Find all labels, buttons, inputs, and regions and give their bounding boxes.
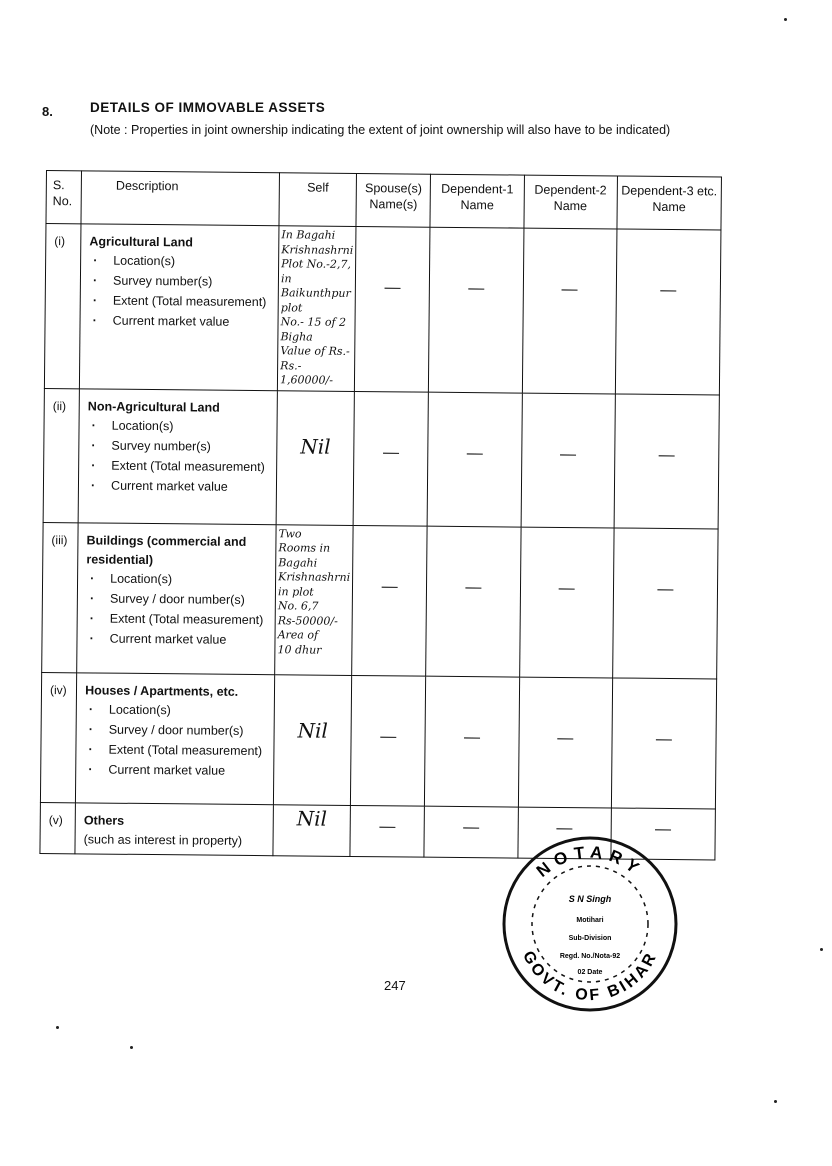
scan-speck [820, 948, 823, 951]
seal-top-text: NOTARY [532, 842, 648, 881]
handwritten-line: Plot No.-2,7, in [280, 257, 351, 285]
asset-field-label: · Survey number(s) [89, 271, 272, 291]
seal-bottom-text: GOVT. OF BIHAR [519, 948, 661, 1005]
spouse-entry: — [353, 391, 429, 526]
table-header-row [46, 171, 721, 230]
immovable-assets-table [39, 170, 722, 860]
self-handwritten-entry [273, 804, 350, 856]
header-dependent-3: Dependent-3 etc. Name [617, 176, 722, 230]
row-description [77, 522, 276, 674]
asset-fields-list [89, 251, 273, 331]
handwritten-line: Value of Rs.- [280, 344, 350, 358]
asset-field-label: · Location(s) [86, 569, 269, 589]
asset-fields-list [86, 569, 270, 649]
scan-speck [784, 18, 787, 21]
dep3-entry: — [612, 527, 718, 678]
dep2-entry: — [519, 527, 614, 678]
asset-field-label: · Current market value [89, 311, 272, 331]
asset-field-label: · Current market value [86, 629, 269, 649]
asset-field-label: · Survey / door number(s) [85, 720, 268, 740]
header-description: Description [81, 171, 279, 226]
row-description [75, 802, 273, 855]
asset-field-label: · Current market value [87, 476, 270, 496]
section-number: 8. [42, 104, 53, 119]
asset-category: Buildings (commercial and residential) [86, 532, 247, 567]
handwritten-line: 10 dhur [277, 642, 322, 657]
dep2-entry: — [522, 228, 617, 393]
handwritten-line: Bagahi [278, 555, 318, 570]
table-row [44, 224, 721, 395]
asset-field-label: · Location(s) [89, 251, 272, 271]
spouse-entry: — [350, 675, 426, 806]
header-sno: S. No. [46, 171, 82, 224]
asset-field-label: · Survey number(s) [87, 436, 270, 456]
handwritten-line: No. 6,7 [277, 599, 319, 613]
handwritten-line: 1,60000/- [280, 373, 334, 387]
header-self: Self [279, 173, 356, 227]
handwritten-line: In Bagahi Krishnashrni [281, 228, 354, 257]
handwritten-line: Area of [277, 628, 319, 642]
spouse-entry: — [350, 805, 425, 857]
dep3-entry: — [614, 393, 719, 528]
spouse-entry: — [354, 226, 430, 391]
handwritten-line: Nil [297, 717, 328, 743]
asset-field-label: · Current market value [84, 760, 267, 780]
section-title: DETAILS OF IMMOVABLE ASSETS [90, 100, 326, 115]
dep3-entry: — [611, 807, 716, 859]
asset-field-label: · Location(s) [85, 700, 268, 720]
handwritten-line: Nil [296, 805, 328, 831]
asset-category: Non-Agricultural Land [87, 398, 220, 415]
row-description [76, 672, 275, 804]
asset-field-label: · Extent (Total measurement) [86, 609, 269, 629]
dep1-entry: — [424, 806, 518, 858]
row-number: (v) [40, 802, 76, 853]
table-row [42, 522, 718, 678]
handwritten-line: Two [278, 526, 302, 540]
asset-fields-list [84, 700, 268, 780]
seal-line-1: S N Singh [568, 894, 612, 904]
dep1-entry: — [425, 676, 519, 807]
handwritten-line: Baikunthpur plot [280, 286, 351, 314]
asset-field-label: · Extent (Total measurement) [84, 740, 267, 760]
dep3-entry: — [611, 677, 716, 808]
asset-category-subtitle: (such as interest in property) [83, 831, 243, 848]
asset-field-label: · Extent (Total measurement) [89, 291, 272, 311]
handwritten-line: Rooms in [278, 541, 331, 555]
seal-outer-ring [504, 838, 676, 1010]
header-dependent-2: Dependent-2 Name [524, 175, 618, 229]
seal-line-3: Sub-Division [568, 935, 612, 942]
self-handwritten-entry [277, 226, 356, 391]
row-description [80, 224, 280, 390]
header-spouse: Spouse(s) Name(s) [356, 173, 431, 227]
dep2-entry: — [518, 807, 612, 859]
table-row [43, 388, 719, 528]
dep3-entry: — [615, 229, 721, 394]
asset-field-label: · Extent (Total measurement) [87, 456, 270, 476]
row-number: (ii) [43, 388, 79, 522]
handwritten-line: Krishnashrni [278, 570, 351, 584]
asset-field-label: · Location(s) [88, 416, 271, 436]
asset-fields-list [87, 416, 271, 496]
handwritten-line: Nil [300, 433, 331, 459]
asset-category: Others [83, 812, 125, 828]
self-handwritten-entry [275, 524, 353, 675]
scan-speck [56, 1026, 59, 1029]
asset-category: Agricultural Land [89, 234, 193, 250]
page-number: 247 [384, 978, 406, 993]
seal-line-2: Motihari [576, 917, 604, 924]
asset-category: Houses / Apartments, etc. [85, 682, 239, 699]
dep2-entry: — [521, 393, 616, 528]
row-number: (iv) [40, 672, 76, 802]
handwritten-line: Rs-50000/- [277, 613, 338, 628]
seal-line-4: Regd. No./Nota-92 [559, 953, 621, 960]
spouse-entry: — [352, 525, 428, 676]
dep1-entry: — [427, 392, 522, 527]
row-number: (i) [44, 224, 81, 389]
seal-line-5: 02 Date [577, 969, 603, 976]
section-note: (Note : Properties in joint ownership indicating the extent of joint ownership will also have to be indicated) [90, 123, 671, 137]
dep1-entry: — [426, 526, 521, 677]
table-row [40, 672, 716, 808]
scan-speck [130, 1046, 133, 1049]
handwritten-line: Rs.- [280, 358, 302, 372]
handwritten-line: in plot [277, 584, 314, 599]
scan-speck [774, 1100, 777, 1103]
header-dependent-1: Dependent-1 Name [430, 174, 524, 228]
row-description [78, 388, 277, 524]
handwritten-line: No.- 15 of 2 Bigha [280, 315, 347, 344]
asset-field-label: · Survey / door number(s) [86, 589, 269, 609]
self-handwritten-entry [276, 390, 354, 525]
dep2-entry: — [518, 677, 612, 808]
notary-seal [498, 832, 682, 1016]
dep1-entry: — [429, 227, 524, 392]
self-handwritten-entry [274, 674, 352, 805]
seal-inner-ring [532, 866, 648, 982]
row-number: (iii) [42, 522, 79, 672]
